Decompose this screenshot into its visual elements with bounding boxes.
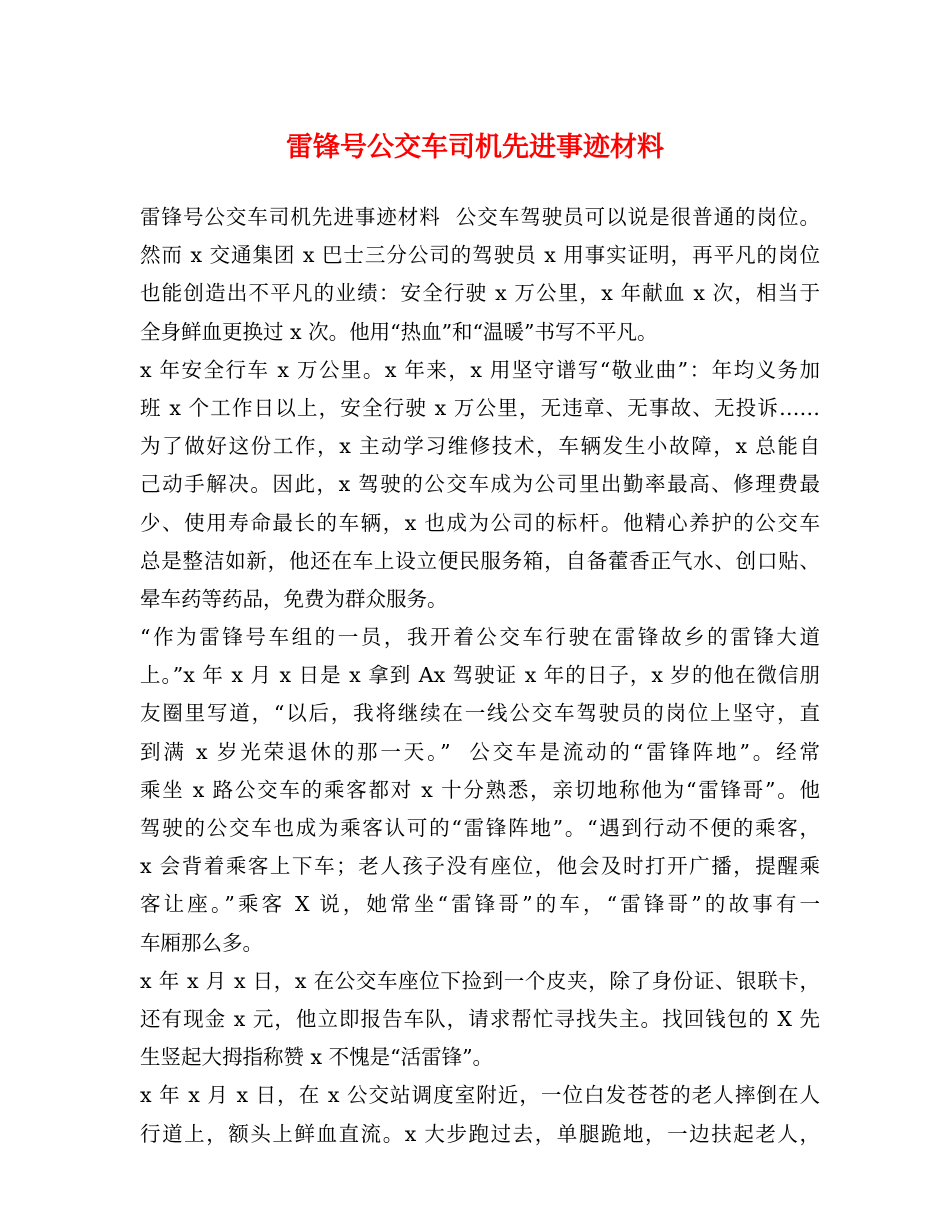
body-line: x 年 x 月 x 日，在 x 公交站调度室附近，一位白发苍苍的老人摔倒在人 [140, 1083, 820, 1108]
body-line: 客让座。”乘客 X 说，她常坐“雷锋哥”的车，“雷锋哥”的故事有一 [140, 892, 820, 917]
body-line: 还有现金 x 元，他立即报告车队，请求帮忙寻找失主。找回钱包的 X 先 [140, 1006, 820, 1031]
body-line: 全身鲜血更换过 x 次。他用“热血”和“温暖”书写不平凡。 [140, 319, 658, 344]
body-line: 车厢那么多。 [140, 930, 263, 955]
body-line: x 年 x 月 x 日，x 在公交车座位下捡到一个皮夹，除了身份证、银联卡， [140, 968, 820, 993]
body-line: 驾驶的公交车也成为乘客认可的“雷锋阵地”。“遇到行动不便的乘客， [140, 816, 820, 840]
document-body [140, 198, 820, 1153]
body-line: 行道上，额头上鲜血直流。x 大步跑过去，单腿跪地，一边扶起老人， [140, 1121, 820, 1146]
body-line: 也能创造出不平凡的业绩：安全行驶 x 万公里，x 年献血 x 次，相当于 [140, 281, 820, 306]
body-line: 雷锋号公交车司机先进事迹材料 公交车驾驶员可以说是很普通的岗位。 [140, 205, 820, 229]
body-line: 少、使用寿命最长的车辆，x 也成为公司的标杆。他精心养护的公交车 [140, 510, 820, 535]
body-line: 上。”x 年 x 月 x 日是 x 拿到 Ax 驾驶证 x 年的日子，x 岁的他在微信朋 [140, 663, 820, 688]
body-line: 总是整洁如新，他还在车上设立便民服务箱，自备藿香正气水、创口贴、 [140, 548, 820, 573]
body-line: 为了做好这份工作，x 主动学习维修技术，车辆发生小故障，x 总能自 [140, 434, 820, 459]
body-line: 友圈里写道，“以后，我将继续在一线公交车驾驶员的岗位上坚守，直 [140, 701, 820, 726]
body-line: x 会背着乘客上下车；老人孩子没有座位，他会及时打开广播，提醒乘 [140, 854, 820, 879]
body-line: “作为雷锋号车组的一员，我开着公交车行驶在雷锋故乡的雷锋大道 [140, 625, 820, 650]
body-line: 到满 x 岁光荣退休的那一天。” 公交车是流动的“雷锋阵地”。经常 [140, 739, 820, 764]
body-line: 乘坐 x 路公交车的乘客都对 x 十分熟悉，亲切地称他为“雷锋哥”。他 [140, 777, 820, 802]
body-line: x 年安全行车 x 万公里。x 年来，x 用坚守谱写“敬业曲”：年均义务加 [140, 357, 820, 382]
body-line: 生竖起大拇指称赞 x 不愧是“活雷锋”。 [140, 1045, 494, 1070]
body-line: 班 x 个工作日以上，安全行驶 x 万公里，无违章、无事故、无投诉…… [140, 395, 820, 420]
body-line: 然而 x 交通集团 x 巴士三分公司的驾驶员 x 用事实证明，再平凡的岗位 [140, 243, 820, 268]
body-line: 己动手解决。因此，x 驾驶的公交车成为公司里出勤率最高、修理费最 [140, 472, 820, 497]
body-line: 晕车药等药品，免费为群众服务。 [140, 586, 448, 611]
document-title: 雷锋号公交车司机先进事迹材料 [286, 132, 664, 163]
